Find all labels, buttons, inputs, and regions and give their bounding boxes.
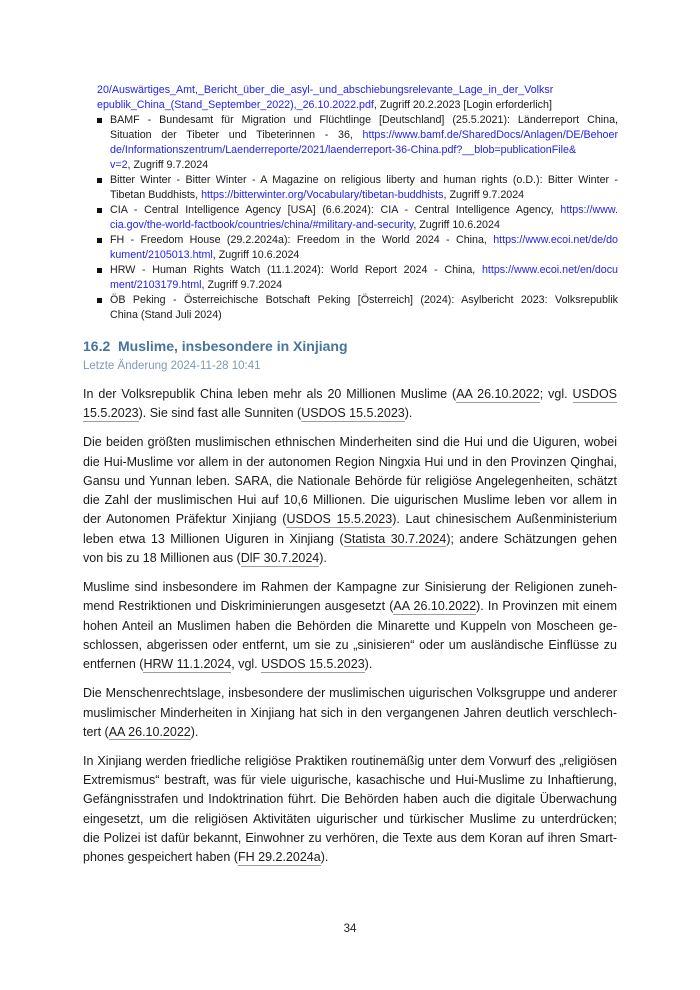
body-text [83, 385, 617, 877]
text-run: In Xinjiang werden friedliche religiöse Praktiken routinemäßig unter dem Vorwurf des „religiösen [83, 753, 617, 768]
text-run: eingesetzt, um die religiösen Aktivitäten uigurischer und türkischer Muslime zu unterdrücken; [83, 811, 617, 826]
text-run: , Zugriff 10.6.2024 [212, 249, 300, 261]
reference-item [97, 263, 618, 293]
body-paragraph [83, 385, 617, 424]
body-paragraph [83, 433, 617, 568]
text-line [110, 203, 618, 218]
section-title: Muslime, insbesondere in Xinjiang [118, 338, 348, 354]
reference-item [97, 233, 618, 263]
text-run: hohen Anteil an Muslimen haben die Behörden die Minarette und Kuppeln von Moscheen ge- [83, 618, 617, 633]
hyperlink[interactable]: v=2 [110, 159, 128, 171]
text-run: tert ( [83, 724, 109, 739]
hyperlink[interactable]: https://bitterwinter.org/Vocabulary/tibetan-buddhists [201, 189, 444, 201]
bullet-square-icon [97, 178, 102, 183]
source-reference[interactable]: Statista 30.7.2024 [343, 531, 447, 546]
source-reference[interactable]: USDOS 15.5.2023 [301, 406, 405, 421]
text-run: Gefängnisstrafen und Indoktrination führt. Die Behörden haben auch die digitale Überwachung [83, 792, 617, 807]
text-line [110, 278, 618, 293]
bullet-square-icon [97, 208, 102, 213]
text-run: FH - Freedom House (29.2.2024a): Freedom in the World 2024 - China, [110, 234, 494, 246]
text-line [110, 233, 618, 248]
text-line [83, 549, 617, 568]
text-run: der Autonomen Präfektur Xinjiang ( [83, 512, 287, 527]
text-run: ). Sie sind fast alle Sunniten ( [138, 406, 302, 421]
source-reference[interactable]: FH 29.2.2024a [237, 850, 321, 865]
text-line [83, 655, 617, 674]
text-run: die Zahl der muslimischen Hui auf 10,6 Millionen. Die uigurischen Muslime leben vor allem in [83, 493, 617, 508]
text-line [83, 578, 617, 597]
text-line [110, 293, 618, 308]
text-line [110, 113, 618, 128]
hyperlink[interactable]: https://www. [560, 204, 618, 216]
text-line [83, 790, 617, 809]
text-run: schlossen, abgerissen oder entfernt, um sie zu „sinisieren“ oder um ausländische Einflüsse zu [83, 637, 617, 652]
source-reference[interactable]: DlF 30.7.2024 [240, 551, 320, 566]
text-run: ). In Provinzen mit einem [476, 599, 617, 614]
text-line [83, 472, 617, 491]
section-number: 16.2 [83, 338, 111, 354]
hyperlink[interactable]: 20/Auswärtiges_Amt,_Bericht_über_die_asyl-_und_abschiebungsrelevante_Lage_in_der_Volksr [97, 84, 554, 96]
bullet-square-icon [97, 118, 102, 123]
text-run: HRW - Human Rights Watch (11.1.2024): World Report 2024 - China, [110, 264, 482, 276]
text-run: leben etwa 13 Millionen Uiguren in Xinjiang ( [83, 531, 344, 546]
bullet-square-icon [97, 268, 102, 273]
hyperlink[interactable]: de/Informationszentrum/Laenderreporte/2021/laenderreport-36-China.pdf?__blob=publicationFile& [110, 144, 577, 156]
reference-item [97, 293, 618, 323]
text-run: ). [320, 850, 329, 865]
text-run: ). [404, 406, 413, 421]
text-line [83, 848, 617, 867]
text-line [83, 704, 617, 723]
text-line [83, 617, 617, 636]
text-line [110, 143, 618, 158]
reference-item [97, 113, 618, 173]
text-run: , Zugriff 10.6.2024 [413, 219, 500, 231]
text-run: ; vgl. [539, 387, 573, 401]
text-run: ). [319, 551, 327, 566]
page-number: 34 [343, 923, 357, 935]
text-line [83, 510, 617, 529]
text-line [110, 188, 618, 203]
hyperlink[interactable]: ment/2103179.html [110, 279, 202, 291]
text-run: muslimischer Minderheiten in Xinjiang hat sich in den vergangenen Jahren deutlich verschlech- [83, 705, 617, 720]
reference-item [97, 83, 618, 113]
text-run: mend Restriktionen und Diskriminierungen ausgesetzt ( [83, 599, 394, 614]
reference-list [97, 83, 618, 323]
source-reference[interactable]: AA 26.10.2022 [393, 599, 477, 614]
text-run: CIA - Central Intelligence Agency [USA] (6.6.2024): CIA - Central Intelligence Agency, [110, 204, 561, 216]
text-line [97, 98, 618, 113]
text-line [83, 491, 617, 510]
text-run: , vgl. [231, 657, 262, 672]
source-reference[interactable]: USDOS [572, 387, 617, 401]
text-run: China (Stand Juli 2024) [110, 309, 222, 321]
text-run: , Zugriff 9.7.2024 [127, 159, 209, 171]
text-run: Muslime sind insbesondere im Rahmen der Kampagne zur Sinisierung der Religionen zuneh- [83, 580, 617, 595]
text-run: Die Menschenrechtslage, insbesondere der muslimischen uigurischen Volksgruppe und anderer [83, 686, 617, 701]
text-line [110, 218, 618, 233]
source-reference[interactable]: AA 26.10.2022 [108, 724, 191, 739]
text-run: Bitter Winter - Bitter Winter - A Magazine on religious liberty and human rights (o.D.): Bitter Winter - [110, 174, 618, 186]
text-run: ). [190, 724, 199, 739]
text-run: Die beiden größten muslimischen ethnischen Minderheiten sind die Hui und die Uiguren, wobei [83, 435, 617, 450]
text-run: Situation der Tibeter und Tibeterinnen - 36, [110, 129, 363, 141]
reference-item [97, 203, 618, 233]
source-reference[interactable]: USDOS 15.5.2023 [261, 657, 365, 672]
text-run: , Zugriff 20.2.2023 [Login erforderlich] [373, 99, 552, 111]
text-run: von bis zu 18 Millionen aus ( [83, 551, 241, 566]
last-change-timestamp: Letzte Änderung 2024-11-28 10:41 [83, 360, 261, 372]
text-run: Tibetan Buddhists, [110, 189, 202, 201]
hyperlink[interactable]: epublik_China_(Stand_September_2022),_26.10.2022.pdf [97, 99, 374, 111]
source-reference[interactable]: AA 26.10.2022 [456, 387, 540, 401]
body-paragraph [83, 752, 617, 868]
hyperlink[interactable]: https://www.ecoi.net/en/docu [481, 264, 618, 276]
text-run: , Zugriff 9.7.2024 [443, 189, 525, 201]
source-reference[interactable]: 15.5.2023 [83, 406, 139, 421]
bullet-square-icon [97, 298, 102, 303]
text-line [110, 128, 618, 143]
text-line [110, 158, 618, 173]
source-reference[interactable]: USDOS 15.5.2023 [286, 512, 393, 527]
text-line [83, 684, 617, 703]
text-line [83, 723, 617, 742]
text-line [83, 404, 617, 423]
body-paragraph [83, 578, 617, 674]
text-line [83, 752, 617, 771]
text-line [110, 248, 618, 263]
reference-item [97, 173, 618, 203]
hyperlink[interactable]: https://www.bamf.de/SharedDocs/Anlagen/DE/Behoer [362, 129, 618, 141]
bullet-square-icon [97, 238, 102, 243]
text-line [110, 173, 618, 188]
body-paragraph [83, 684, 617, 742]
section-heading [83, 338, 617, 355]
text-line [110, 263, 618, 278]
text-line [83, 433, 617, 452]
hyperlink[interactable]: https://www.ecoi.net/de/do [493, 234, 618, 246]
text-run: BAMF - Bundesamt für Migration und Flüchtlinge [Deutschland] (25.5.2021): Länderreport China, [110, 114, 618, 126]
text-run: Gansu und Yunnan leben. SARA, die Nationale Behörde für religiöse Angelegenheiten, schätzt [83, 473, 617, 488]
text-line [110, 308, 618, 323]
text-run: , Zugriff 9.7.2024 [201, 279, 283, 291]
text-line [97, 83, 618, 98]
text-run: ). Laut chinesischem Außenministerium [392, 512, 617, 527]
text-line [83, 771, 617, 790]
text-run: In der Volksrepublik China leben mehr als 20 Millionen Muslime ( [83, 387, 457, 401]
text-run: ÖB Peking - Österreichische Botschaft Peking [Österreich] (2024): Asylbericht 2023: Volksrepublik [110, 294, 618, 306]
text-line [83, 385, 617, 404]
text-run: phones gespeichert haben ( [83, 850, 238, 865]
text-run: die Hui-Muslime vor allem in der autonomen Region Ningxia Hui und in den Provinzen Qinghai, [83, 454, 617, 469]
text-run: ); andere Schätzungen gehen [446, 531, 617, 546]
source-reference[interactable]: HRW 11.1.2024 [143, 657, 232, 672]
hyperlink[interactable]: cia.gov/the-world-factbook/countries/china/#military-and-security [110, 219, 414, 231]
text-line [83, 810, 617, 829]
text-run: die Polizei ist dafür bekannt, Einwohner zu verhören, die Texte aus dem Koran auf ihren Smart- [83, 830, 617, 845]
text-line [83, 636, 617, 655]
hyperlink[interactable]: kument/2105013.html [110, 249, 213, 261]
text-run: entfernen ( [83, 657, 144, 672]
text-line [83, 597, 617, 616]
text-line [83, 453, 617, 472]
text-line [83, 829, 617, 848]
text-line [83, 530, 617, 549]
text-run: ). [364, 657, 373, 672]
text-run: Extremismus“ bestraft, was für viele uigurische, kasachische und Hui-Muslime zu Inhaftierung, [83, 773, 617, 788]
